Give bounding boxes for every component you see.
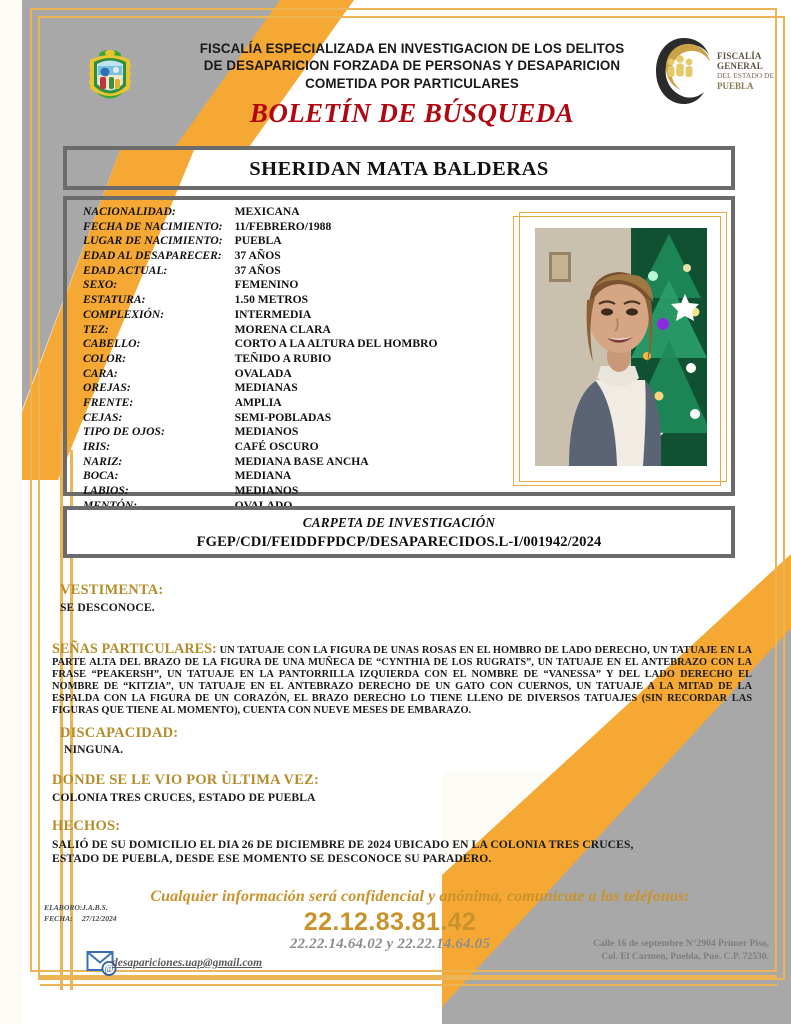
detail-label: LABIOS: bbox=[83, 484, 129, 498]
primary-phone-number[interactable]: 22.12.83.81.42 bbox=[303, 908, 477, 936]
photo-frame bbox=[513, 212, 725, 488]
elaboro-value: J.A.B.S. bbox=[82, 903, 108, 912]
detail-label: FECHA DE NACIMIENTO: bbox=[83, 219, 223, 233]
detail-value: MEXICANA bbox=[234, 205, 300, 218]
detail-label: SEXO: bbox=[83, 278, 118, 292]
detail-value: 11/FEBRERO/1988 bbox=[234, 219, 332, 233]
detail-label: ESTATURA: bbox=[83, 293, 146, 307]
discapacidad-heading: DISCAPACIDAD: bbox=[60, 725, 179, 741]
detail-row bbox=[83, 425, 437, 440]
elaboro-block bbox=[44, 903, 117, 924]
person-details-table bbox=[83, 205, 437, 513]
call-to-action-text: Cualquier información será confidencial y anónima, comunicate a los teléfonos: bbox=[150, 888, 690, 905]
person-details-box bbox=[63, 196, 735, 496]
detail-label: CEJAS: bbox=[83, 410, 123, 424]
detail-row bbox=[83, 323, 437, 338]
address-line-2: Col. El Carmen, Puebla, Pue. C.P. 72530. bbox=[601, 950, 769, 962]
svg-text:@: @ bbox=[104, 964, 114, 975]
senas-paragraph bbox=[52, 641, 753, 716]
section-senas-particulares bbox=[52, 641, 753, 716]
ultima-vez-body: COLONIA TRES CRUCES, ESTADO DE PUEBLA bbox=[52, 791, 316, 804]
detail-value: MEDIANOS bbox=[234, 425, 299, 439]
detail-row bbox=[83, 220, 437, 235]
detail-label: FRENTE: bbox=[83, 395, 134, 409]
person-photo bbox=[535, 228, 707, 466]
vestimenta-body: SE DESCONOCE. bbox=[60, 601, 155, 614]
fiscalia-general-logo bbox=[653, 34, 783, 108]
detail-value: INTERMEDIA bbox=[234, 307, 312, 321]
elaboro-label: ELABORO: bbox=[44, 903, 83, 912]
hechos-heading: HECHOS: bbox=[52, 818, 121, 834]
detail-label: IRIS: bbox=[83, 440, 111, 453]
detail-row bbox=[83, 234, 437, 249]
fecha-row bbox=[44, 914, 117, 925]
section-vestimenta bbox=[60, 582, 660, 614]
bulletin-title: BOLETÍN DE BÚSQUEDA bbox=[249, 98, 575, 128]
puebla-coat-of-arms-icon bbox=[84, 48, 136, 106]
detail-value: CAFÉ OSCURO bbox=[234, 440, 319, 453]
detail-row bbox=[83, 469, 437, 484]
detail-row bbox=[83, 337, 437, 352]
detail-label: COMPLEXIÓN: bbox=[83, 307, 165, 321]
detail-value: MEDIANAS bbox=[234, 381, 298, 395]
detail-row bbox=[83, 411, 437, 426]
section-ultima-vez bbox=[52, 772, 572, 804]
email-contact[interactable] bbox=[86, 950, 262, 976]
discapacidad-body: NINGUNA. bbox=[64, 743, 124, 756]
detail-row bbox=[83, 264, 437, 279]
detail-row bbox=[83, 484, 437, 499]
detail-value: OVALADA bbox=[234, 366, 292, 380]
case-file-number: FGEP/CDI/FEIDDFPDCP/DESAPARECIDOS.L-I/001942/2024 bbox=[196, 534, 602, 550]
detail-row bbox=[83, 396, 437, 411]
detail-label: CABELLO: bbox=[83, 337, 141, 351]
vestimenta-heading: VESTIMENTA: bbox=[60, 582, 164, 598]
hechos-body: SALIÓ DE SU DOMICILIO EL DIA 26 DE DICIEMBRE DE 2024 UBICADO EN LA COLONIA TRES CRUCES, ESTADO DE PUEBLA, DESDE ESE MOMENTO SE DESCONOCE SU PARADERO. bbox=[52, 838, 634, 865]
page-title: SHERIDAN MATA BALDERAS bbox=[249, 158, 549, 180]
detail-value: PUEBLA bbox=[234, 234, 282, 248]
agency-title-line-3: COMETIDA POR PARTICULARES bbox=[305, 75, 519, 91]
detail-label: BOCA: bbox=[83, 469, 119, 483]
details-table-body bbox=[83, 205, 437, 513]
section-hechos bbox=[52, 818, 672, 866]
section-discapacidad bbox=[60, 725, 560, 756]
elaboro-row bbox=[44, 903, 117, 914]
agency-title-line-2: DE DESAPARICION FORZADA DE PERSONAS Y DESAPARICION bbox=[203, 58, 621, 74]
detail-row bbox=[83, 293, 437, 308]
logo-line-1: FISCALÍA GENERAL bbox=[717, 50, 763, 72]
ultima-vez-heading: DONDE SE LE VIO POR ÙLTIMA VEZ: bbox=[52, 772, 319, 788]
detail-row bbox=[83, 308, 437, 323]
detail-label: NACIONALIDAD: bbox=[83, 205, 176, 218]
detail-value: MEDIANA BASE ANCHA bbox=[234, 454, 369, 468]
person-photo-image bbox=[535, 228, 707, 466]
email-address[interactable]: desapariciones.uap@gmail.com bbox=[112, 957, 263, 969]
detail-row bbox=[83, 352, 437, 367]
agency-title bbox=[172, 40, 652, 92]
fiscalia-logo-text bbox=[717, 51, 783, 92]
detail-value: MEDIANA bbox=[234, 469, 292, 483]
agency-title-line-1: FISCALÍA ESPECIALIZADA EN INVESTIGACION DE LOS DELITOS bbox=[199, 41, 625, 56]
detail-label: TEZ: bbox=[83, 322, 109, 336]
office-address bbox=[593, 938, 769, 963]
secondary-phone-numbers[interactable]: 22.22.14.64.02 y 22.22.14.64.05 bbox=[289, 936, 491, 952]
detail-value: 1.50 METROS bbox=[234, 293, 309, 307]
detail-value: AMPLIA bbox=[234, 395, 282, 409]
fiscalia-swoosh-icon bbox=[653, 36, 715, 106]
detail-label: NARIZ: bbox=[83, 454, 123, 468]
senas-body: UN TATUAJE CON LA FIGURA DE UNAS ROSAS EN EL HOMBRO DE LADO DERECHO, UN TATUAJE EN LA PARTE ALTA DEL BRAZO DE LA FIGURA DE UNA MUÑECA DE “CYNTHIA DE LOS RUGRATS”, UN TATUAJE EN EL ANTEBRAZO CON LA FRASE “PEAKERSH”, UN TATUAJE EN LA PANTORRILLA IZQUIERDA CON EL NOMBRE DE “VANESSA” Y DEL LADO DERECHO EL NOMBRE DE “KITZIA”, UN TATUAJE EN EL ANTEBRAZO DERECHO DE UN GATO CON CUERNOS, UN TATUAJE A LA MITAD DE LA ESPALDA CON LA FIGURA DE UN CORAZÓN, EL BRAZO DERECHO LO TIENE LLENO DE DIVERSOS TATUAJES (SIN RECORDAR LAS FIGURAS QUE TIENE AL MOMENTO), CUENTA CON NUEVE MESES DE EMBARAZO. bbox=[52, 645, 753, 716]
logo-line-2: DEL ESTADO DE bbox=[717, 70, 775, 80]
detail-label: CARA: bbox=[83, 366, 118, 380]
logo-line-3: PUEBLA bbox=[717, 80, 754, 91]
address-line-1: Calle 16 de septembre N°2904 Primer Piso, bbox=[593, 938, 769, 949]
detail-value: SEMI-POBLADAS bbox=[234, 410, 332, 424]
detail-row bbox=[83, 249, 437, 264]
detail-label: LUGAR DE NACIMIENTO: bbox=[83, 234, 223, 248]
detail-label: TIPO DE OJOS: bbox=[83, 425, 165, 439]
detail-value: TEÑIDO A RUBIO bbox=[234, 351, 332, 365]
detail-row bbox=[83, 205, 437, 220]
fecha-value: 27/12/2024 bbox=[82, 913, 117, 923]
fecha-label: FECHA: bbox=[44, 913, 73, 923]
detail-value: MEDIANOS bbox=[234, 484, 299, 498]
detail-row bbox=[83, 367, 437, 382]
detail-label: OREJAS: bbox=[83, 381, 131, 395]
detail-value: FEMENINO bbox=[234, 278, 299, 292]
detail-row bbox=[83, 278, 437, 293]
footer-rule-bottom bbox=[40, 984, 777, 986]
detail-row bbox=[83, 455, 437, 470]
detail-label: COLOR: bbox=[83, 351, 127, 365]
detail-row bbox=[83, 440, 437, 455]
person-name-banner bbox=[63, 146, 735, 190]
detail-value: 37 AÑOS bbox=[234, 263, 281, 277]
detail-value: MORENA CLARA bbox=[234, 322, 331, 336]
detail-label: EDAD AL DESAPARECER: bbox=[83, 249, 222, 263]
detail-row bbox=[83, 381, 437, 396]
document-header bbox=[22, 0, 791, 150]
case-file-label: CARPETA DE INVESTIGACIÓN bbox=[302, 515, 496, 530]
case-file-box bbox=[63, 506, 735, 558]
detail-label: EDAD ACTUAL: bbox=[83, 263, 168, 277]
detail-value: CORTO A LA ALTURA DEL HOMBRO bbox=[234, 337, 438, 351]
senas-heading: SEÑAS PARTICULARES: bbox=[52, 641, 217, 657]
detail-value: 37 AÑOS bbox=[234, 249, 281, 263]
